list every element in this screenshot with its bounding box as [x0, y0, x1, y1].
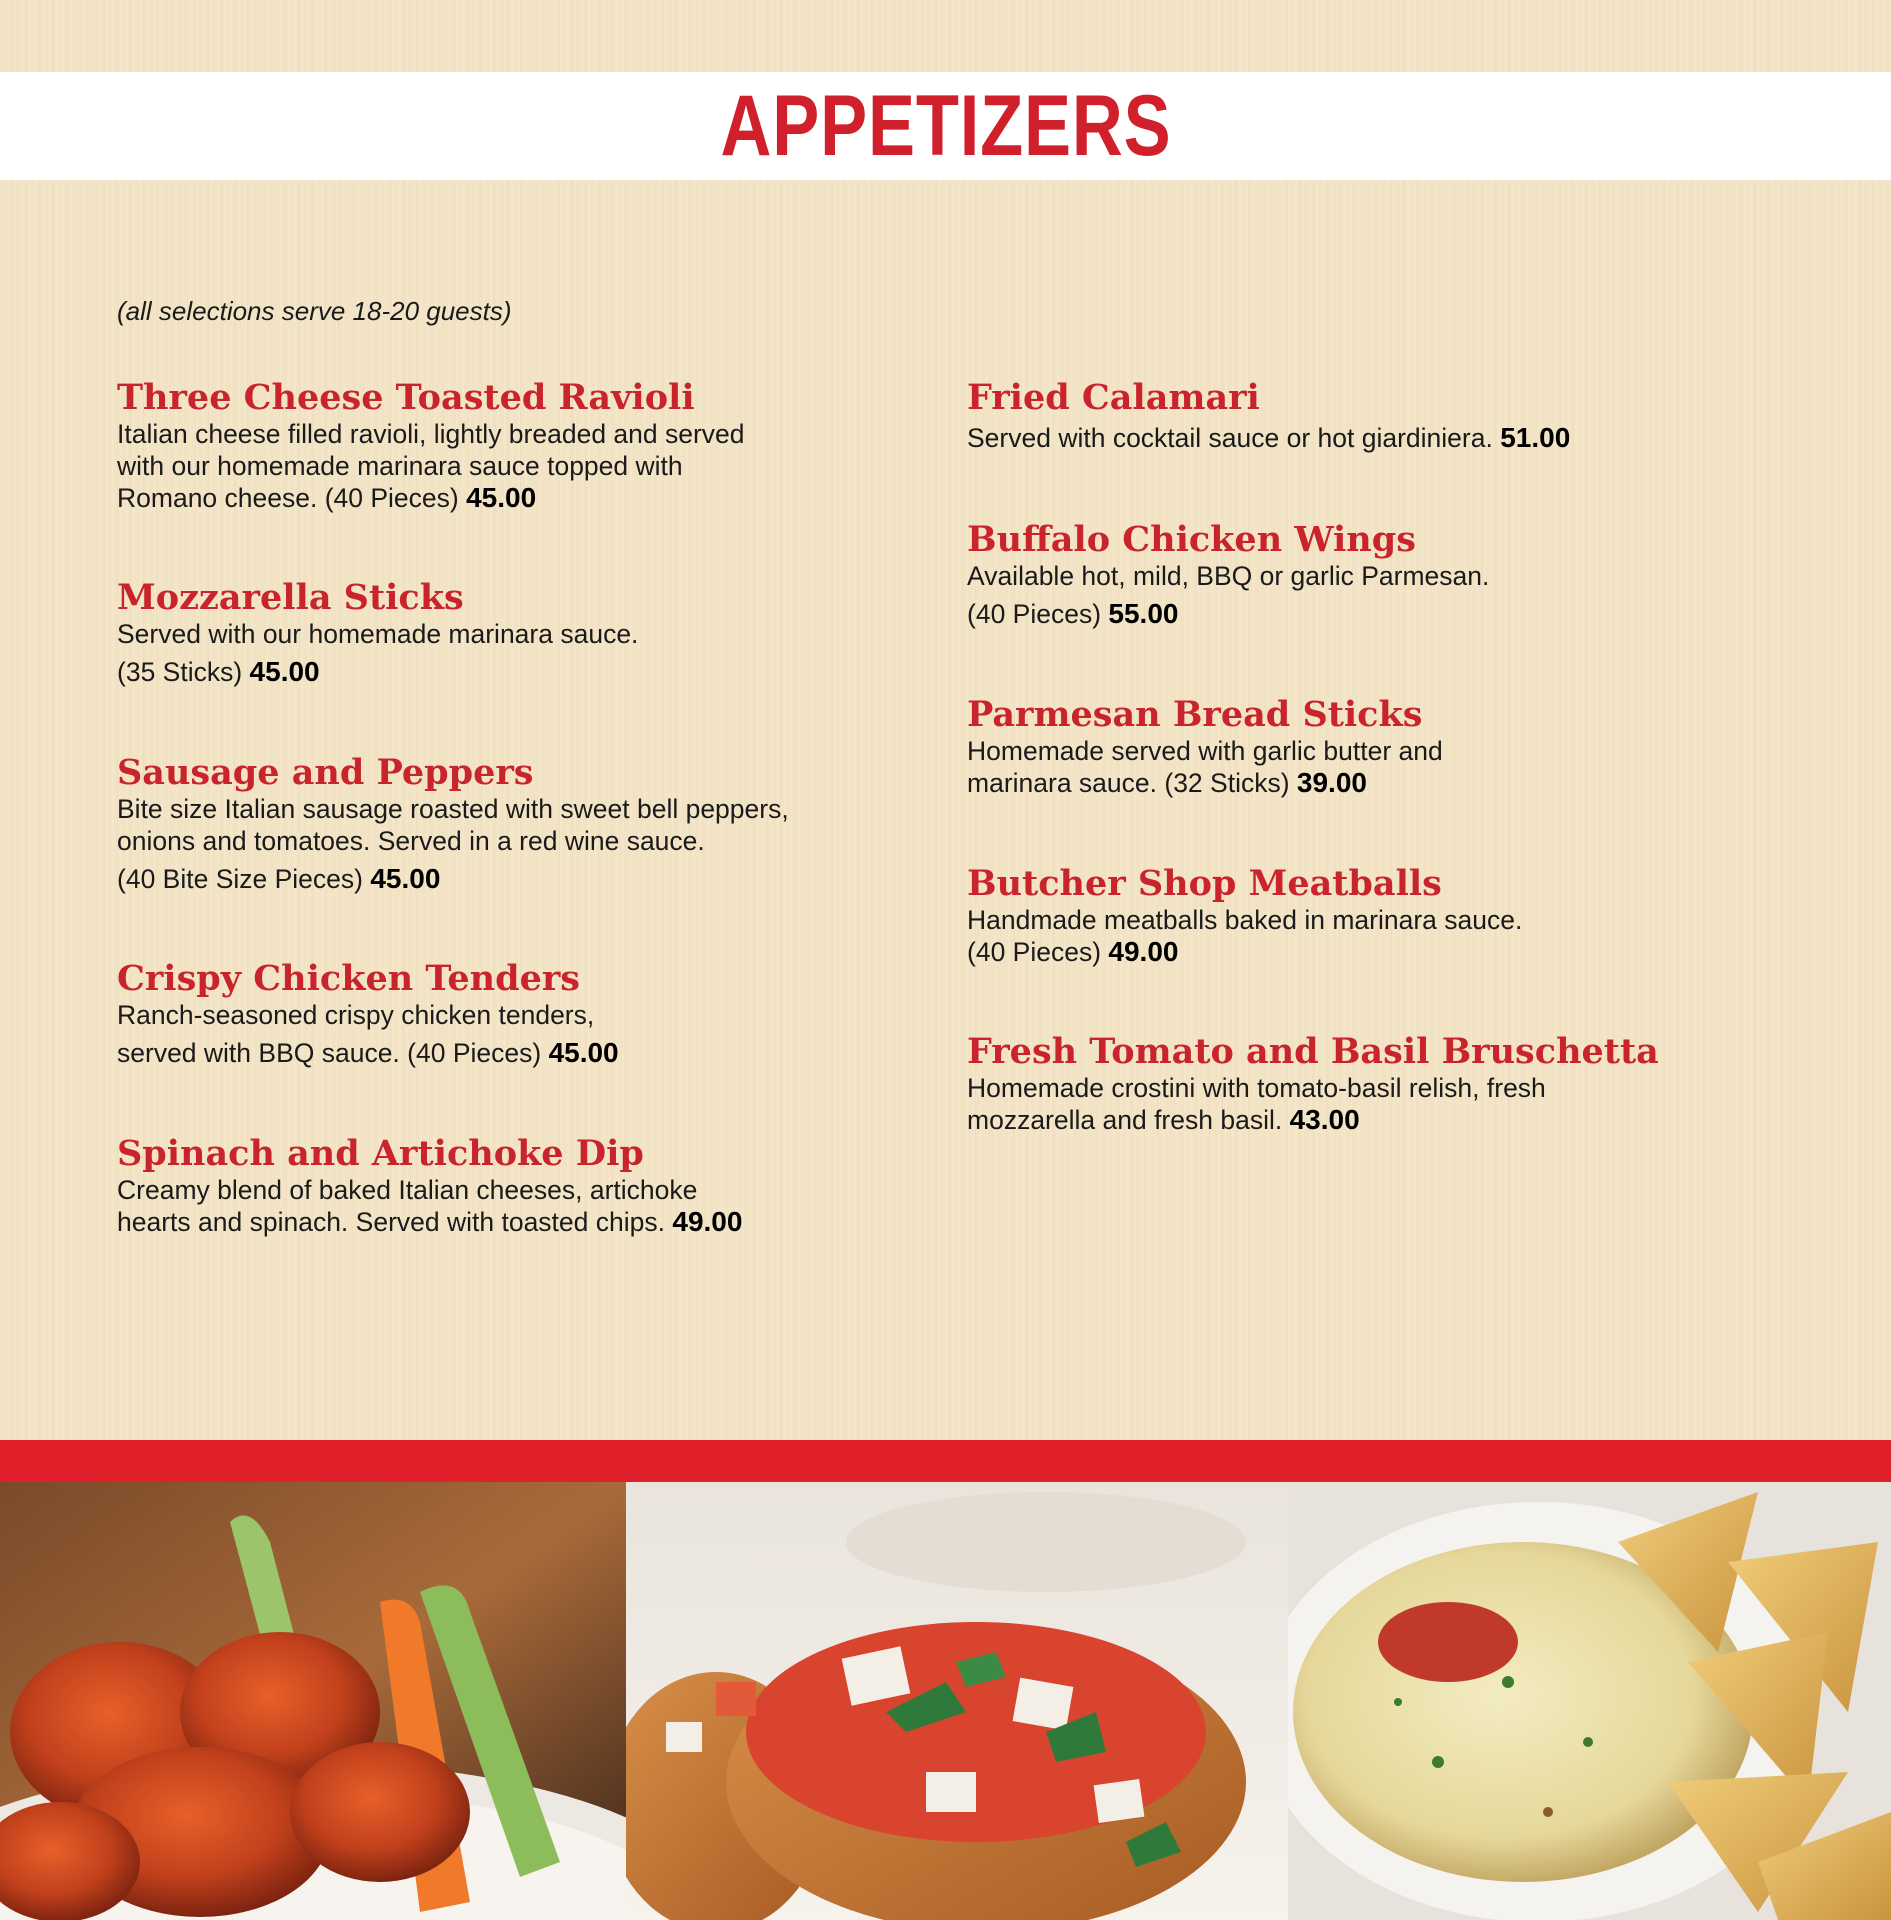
- description-line: (35 Sticks): [117, 657, 243, 687]
- page-title: APPETIZERS: [719, 78, 1171, 174]
- item-description: [967, 735, 1767, 799]
- menu-item: [117, 578, 877, 688]
- item-price: 49.00: [1108, 936, 1179, 967]
- description-line: Served with cocktail sauce or hot giardiniera.: [967, 423, 1493, 453]
- description-line: (40 Pieces): [967, 599, 1102, 629]
- item-price: 45.00: [249, 656, 320, 687]
- description-line: Romano cheese. (40 Pieces): [117, 483, 459, 513]
- description-line: (40 Pieces): [967, 937, 1102, 967]
- item-name: Three Cheese Toasted Ravioli: [117, 377, 695, 418]
- menu-item: [117, 753, 877, 895]
- description-line: Homemade crostini with tomato-basil relish, fresh: [967, 1073, 1546, 1103]
- item-description: [967, 422, 1767, 454]
- description-line: Creamy blend of baked Italian cheeses, artichoke: [117, 1175, 698, 1205]
- item-price: 43.00: [1289, 1104, 1360, 1135]
- item-name: Crispy Chicken Tenders: [117, 958, 580, 999]
- item-description: [117, 793, 877, 895]
- item-name: Mozzarella Sticks: [117, 577, 464, 618]
- item-price: 39.00: [1296, 767, 1367, 798]
- menu-item: [117, 959, 877, 1069]
- item-description: [117, 999, 877, 1069]
- description-line: marinara sauce. (32 Sticks): [967, 768, 1290, 798]
- menu-item: [967, 695, 1767, 799]
- menu-item: [967, 1032, 1767, 1136]
- bruschetta-photo: [626, 1482, 1288, 1920]
- description-line: Available hot, mild, BBQ or garlic Parmesan.: [967, 561, 1490, 591]
- item-name: Parmesan Bread Sticks: [967, 694, 1423, 735]
- item-name: Spinach and Artichoke Dip: [117, 1133, 644, 1174]
- description-line: onions and tomatoes. Served in a red wine sauce.: [117, 826, 705, 856]
- description-line: served with BBQ sauce. (40 Pieces): [117, 1038, 542, 1068]
- serving-note: (all selections serve 18-20 guests): [117, 296, 512, 326]
- description-line: with our homemade marinara sauce topped with: [117, 451, 683, 481]
- description-line: hearts and spinach. Served with toasted chips.: [117, 1207, 665, 1237]
- description-line: Bite size Italian sausage roasted with sweet bell peppers,: [117, 794, 789, 824]
- menu-item: [967, 520, 1767, 630]
- buffalo-wings-photo: [0, 1482, 626, 1920]
- description-line: (40 Bite Size Pieces): [117, 864, 363, 894]
- title-band: [0, 72, 1891, 180]
- menu-item: [967, 864, 1767, 968]
- description-line: Ranch-seasoned crispy chicken tenders,: [117, 1000, 595, 1030]
- food-photo-strip: [0, 1482, 1891, 1920]
- menu-item: [117, 378, 877, 514]
- menu-item: [117, 1134, 877, 1238]
- item-price: 51.00: [1500, 422, 1571, 453]
- description-line: Italian cheese filled ravioli, lightly breaded and served: [117, 419, 745, 449]
- item-description: [967, 1072, 1767, 1136]
- item-name: Butcher Shop Meatballs: [967, 863, 1442, 904]
- item-price: 45.00: [466, 482, 537, 513]
- item-name: Fried Calamari: [967, 377, 1260, 418]
- item-name: Buffalo Chicken Wings: [967, 519, 1416, 560]
- item-description: [117, 418, 877, 514]
- item-price: 45.00: [548, 1037, 619, 1068]
- red-divider-band: [0, 1440, 1891, 1482]
- spinach-dip-photo: [1288, 1482, 1891, 1920]
- item-description: [117, 1174, 877, 1238]
- description-line: Homemade served with garlic butter and: [967, 736, 1443, 766]
- menu-item: [967, 378, 1767, 454]
- item-description: [117, 618, 877, 688]
- description-line: Served with our homemade marinara sauce.: [117, 619, 639, 649]
- description-line: Handmade meatballs baked in marinara sauce.: [967, 905, 1523, 935]
- item-price: 49.00: [672, 1206, 743, 1237]
- item-price: 45.00: [370, 863, 441, 894]
- item-description: [967, 560, 1767, 630]
- item-description: [967, 904, 1767, 968]
- item-name: Sausage and Peppers: [117, 752, 534, 793]
- item-name: Fresh Tomato and Basil Bruschetta: [967, 1031, 1659, 1072]
- description-line: mozzarella and fresh basil.: [967, 1105, 1283, 1135]
- item-price: 55.00: [1108, 598, 1179, 629]
